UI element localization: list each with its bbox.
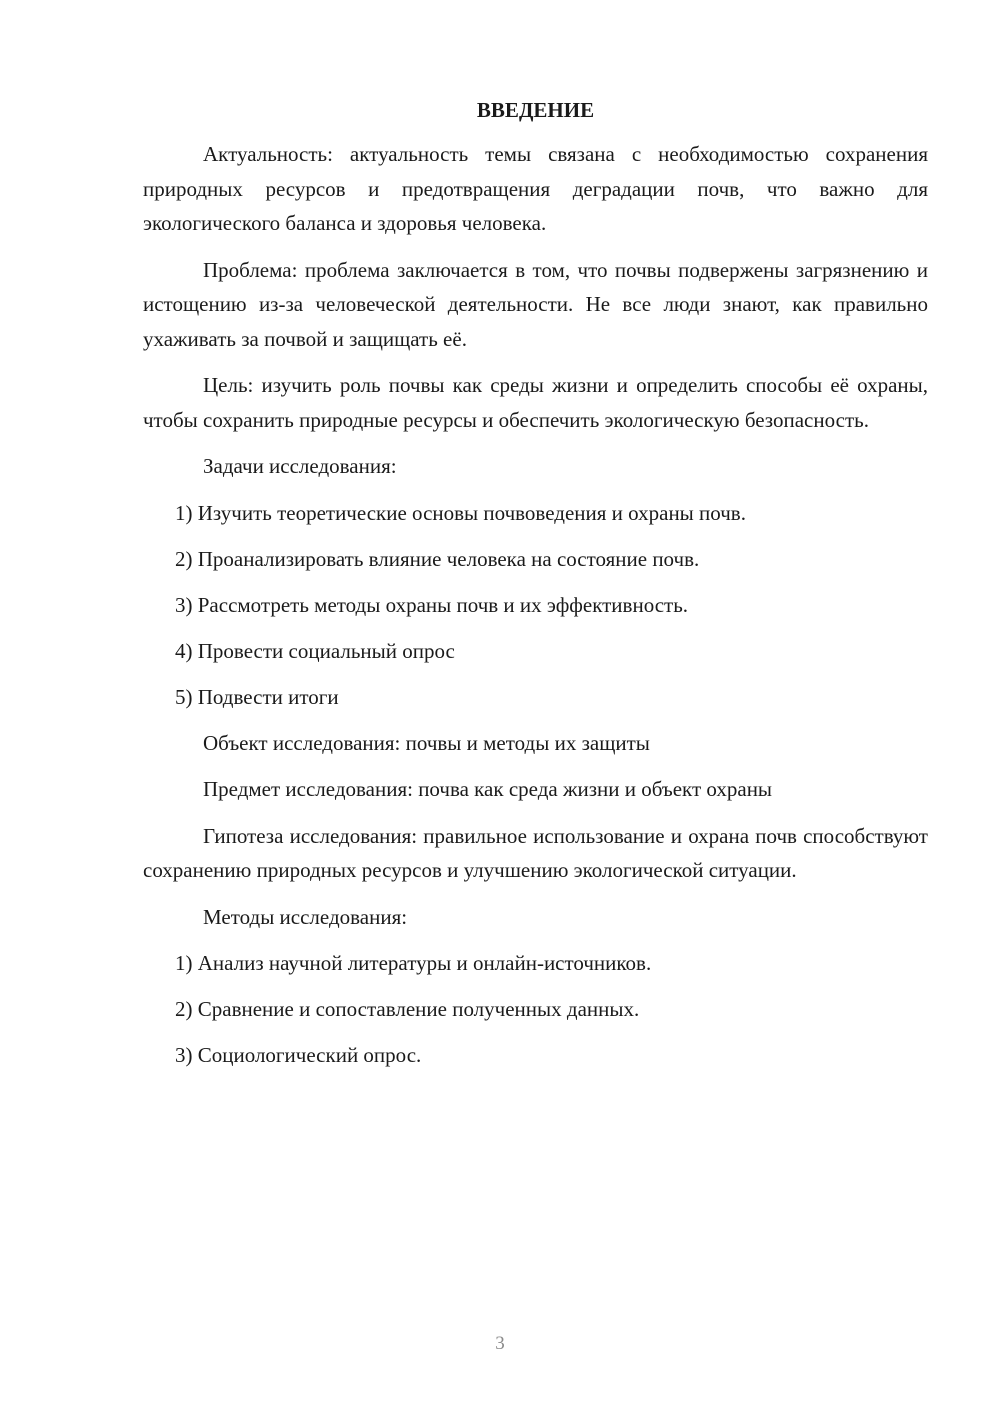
problem-paragraph: Проблема: проблема заключается в том, что почвы подвержены загрязнению и истощению из-за человеческой деятельности. Не все люди знают, как правильно ухаживать за почвой и защищать её. [143,257,928,351]
task-item: 2) Проанализировать влияние человека на состояние почв. [175,546,700,571]
task-item: 3) Рассмотреть методы охраны почв и их эффективность. [175,592,689,617]
method-item: 3) Социологический опрос. [175,1043,422,1067]
goal-paragraph: Цель: изучить роль почвы как среды жизни и определить способы её охраны, чтобы сохранить природные ресурсы и обеспечить экологическую безопасность. [143,373,928,432]
relevance-paragraph: Актуальность: актуальность темы связана с необходимостью сохранения природных ресурсов и предотвращения деградации почв, что важно для экологического баланса и здоровья человека. [143,142,928,235]
task-item: 5) Подвести итоги [175,684,339,709]
tasks-list [143,496,928,715]
object-paragraph: Объект исследования: почвы и методы их защиты [203,730,650,755]
method-item: 1) Анализ научной литературы и онлайн-источников. [175,951,652,975]
document-page [143,94,928,1084]
section-title: ВВЕДЕНИЕ [476,98,595,122]
task-item: 1) Изучить теоретические основы почвоведения и охраны почв. [175,500,746,525]
page-number: 3 [495,1333,505,1354]
hypothesis-paragraph: Гипотеза исследования: правильное использование и охрана почв способствуют сохранению природных ресурсов и улучшению экологической ситуации. [143,823,928,882]
methods-heading: Методы исследования: [203,904,408,929]
task-item: 4) Провести социальный опрос [175,638,455,663]
subject-paragraph: Предмет исследования: почва как среда жизни и объект охраны [203,777,773,801]
method-item: 2) Сравнение и сопоставление полученных данных. [175,997,640,1021]
methods-list [143,946,928,1073]
tasks-heading: Задачи исследования: [203,454,397,478]
